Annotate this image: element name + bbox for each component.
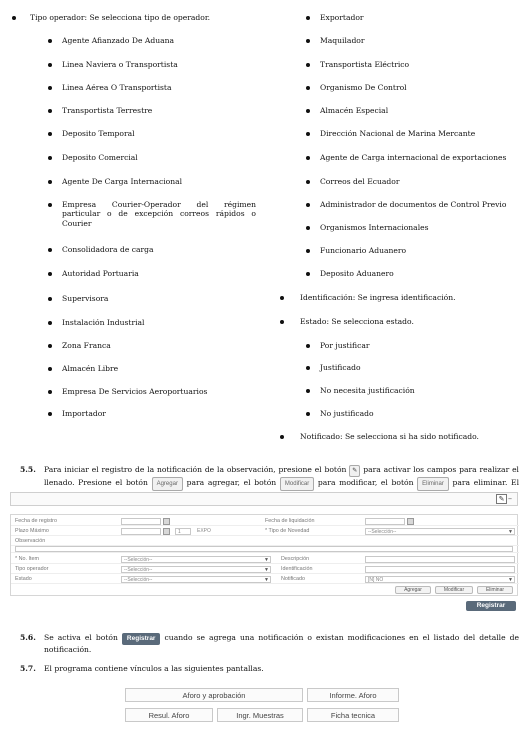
informe-aforo-link[interactable]: Informe. Aforo [307, 688, 399, 702]
calendar-icon[interactable] [163, 528, 170, 535]
bullet-icon [12, 16, 16, 20]
chevron-down-icon: ▼ [508, 577, 513, 583]
section-number: 5.6. [20, 633, 36, 642]
form-row [11, 546, 519, 553]
calendar-icon[interactable] [407, 518, 414, 525]
bullet-icon [306, 132, 310, 136]
bullet-icon [48, 86, 52, 90]
form-row: Observación [11, 537, 519, 546]
bullet-icon [306, 272, 310, 276]
chevron-down-icon: ▼ [264, 577, 269, 583]
section-text: El programa contiene vínculos a las siguientes pantallas. [44, 664, 264, 673]
agregar-button-sample: Agregar [152, 477, 183, 491]
bullet-icon [306, 412, 310, 416]
form-row: Fecha de registro Fecha de liquidación [11, 517, 519, 526]
bullet-icon [48, 132, 52, 136]
bullet-icon [48, 203, 52, 207]
chevron-down-icon: ▼ [264, 567, 269, 573]
edit-icon[interactable]: ✎ [496, 494, 507, 504]
no-item-select[interactable]: --Selección-- ▼ [121, 556, 271, 563]
bullet-icon [306, 156, 310, 160]
bullet-icon [48, 297, 52, 301]
chevron-down-icon: ▼ [508, 529, 513, 535]
ficha-tecnica-link[interactable]: Ficha tecnica [307, 708, 399, 722]
bullet-icon [48, 248, 52, 252]
bullet-icon [48, 109, 52, 113]
eliminar-button[interactable]: Eliminar [477, 586, 513, 594]
plazo-tipo-text: EXPO [195, 528, 245, 535]
bullet-icon [48, 344, 52, 348]
form-row: * No. Item --Selección-- ▼ Descripción [11, 555, 519, 564]
bullet-icon [48, 390, 52, 394]
bullet-icon [306, 86, 310, 90]
modificar-button-sample: Modificar [280, 477, 314, 491]
bullet-icon [48, 63, 52, 67]
bullet-icon [306, 180, 310, 184]
resul-aforo-link[interactable]: Resul. Aforo [125, 708, 213, 722]
bullet-icon [48, 156, 52, 160]
bullet-icon [306, 344, 310, 348]
plazo-dias-input[interactable]: 1 [175, 528, 191, 535]
calendar-icon[interactable] [163, 518, 170, 525]
bullet-icon [306, 366, 310, 370]
bullet-icon [280, 320, 284, 324]
estado-select[interactable]: --Selección-- ▼ [121, 576, 271, 583]
notificado-select[interactable]: [N] NO ▼ [365, 576, 515, 583]
bullet-icon [48, 412, 52, 416]
section-number: 5.7. [20, 664, 36, 673]
bullet-icon [306, 249, 310, 253]
form-row: Plazo Máximo 1 EXPO * Tipo de Novedad --Selección-- ▼ [11, 527, 519, 536]
registrar-button-sample: Registrar [122, 633, 161, 645]
bullet-icon [48, 367, 52, 371]
panel-toolbar [10, 492, 518, 506]
bullet-icon [48, 39, 52, 43]
agregar-button[interactable]: Agregar [395, 586, 431, 594]
plazo-maximo-input[interactable] [121, 528, 161, 535]
fecha-liquidacion-input[interactable] [365, 518, 405, 525]
bullet-icon [280, 296, 284, 300]
tipo-novedad-select[interactable]: --Selección-- ▼ [365, 528, 515, 535]
form-row: Tipo operador --Selección-- ▼ Identificación [11, 565, 519, 574]
identificacion-input[interactable] [365, 566, 515, 573]
ingr-muestras-link[interactable]: Ingr. Muestras [217, 708, 303, 722]
section-5-5 [20, 465, 520, 489]
form-row: Estado --Selección-- ▼ Notificado [N] NO ▼ [11, 575, 519, 584]
section-text: Para iniciar el registro de la notificación de la observación, presione el botón ✎ para activar los campos para realizar el llenado. Presione el botón Agregar para agregar, el botón Modificar para modificar, el botón Eliminar para eliminar. El [44, 465, 519, 501]
bullet-icon [306, 63, 310, 67]
notification-form-panel [10, 492, 518, 616]
section-5-7 [20, 664, 520, 676]
fecha-registro-input[interactable] [121, 518, 161, 525]
bullet-icon [48, 321, 52, 325]
bullet-icon [306, 226, 310, 230]
bullet-icon [306, 16, 310, 20]
bullet-icon [306, 203, 310, 207]
section-number: 5.5. [20, 465, 36, 474]
modificar-button[interactable]: Modificar [435, 586, 473, 594]
collapse-icon[interactable]: – [508, 494, 512, 503]
registrar-button[interactable]: Registrar [466, 601, 516, 611]
bullet-icon [306, 389, 310, 393]
section-5-6 [20, 633, 520, 655]
descripcion-input[interactable] [365, 556, 515, 563]
aforo-aprobacion-link[interactable]: Aforo y aprobación [125, 688, 303, 702]
observacion-input[interactable] [15, 546, 513, 552]
edit-icon: ✎ [349, 465, 360, 477]
eliminar-button-sample: Eliminar [417, 477, 449, 491]
chevron-down-icon: ▼ [264, 557, 269, 563]
section-text: Se activa el botón Registrar cuando se agrega una notificación o existan modificaciones en el listado del detalle de notificación. [44, 633, 520, 654]
bullet-icon [306, 109, 310, 113]
bullet-icon [280, 435, 284, 439]
tipo-operador-select[interactable]: --Selección-- ▼ [121, 566, 271, 573]
bullet-icon [48, 180, 52, 184]
bullet-icon [306, 39, 310, 43]
bullet-icon [48, 272, 52, 276]
notification-form [10, 514, 518, 596]
